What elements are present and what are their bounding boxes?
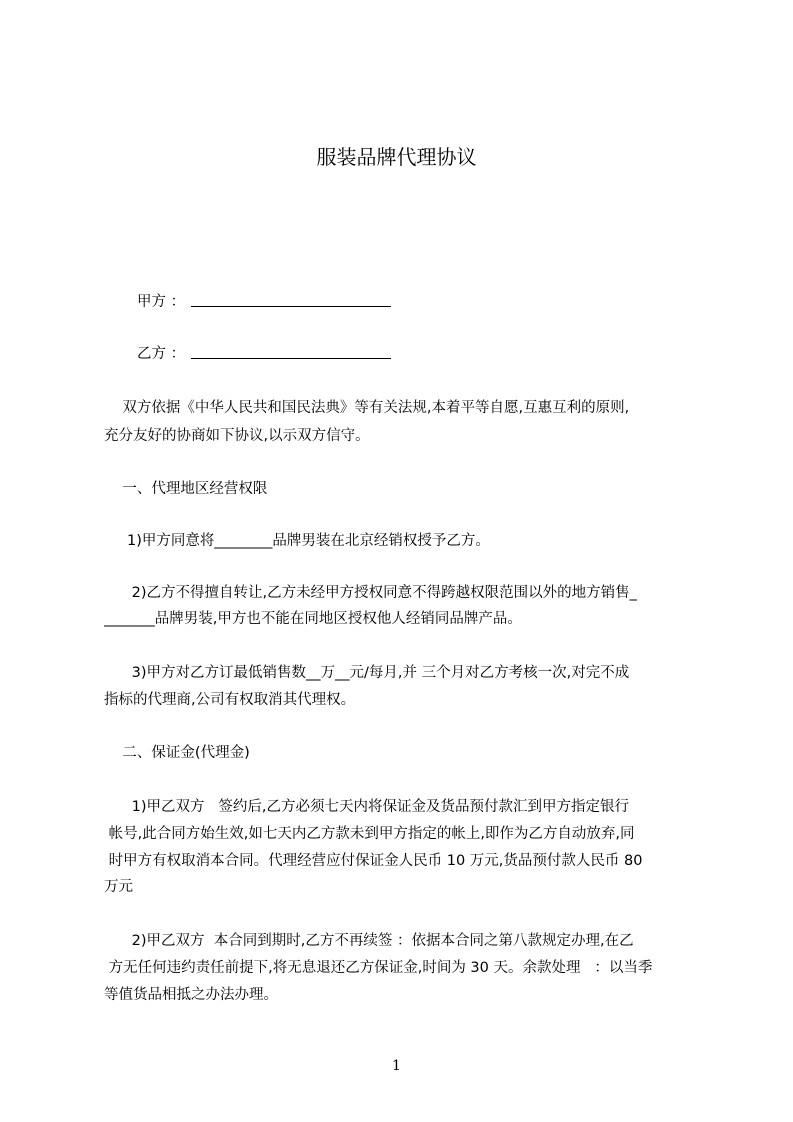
- party-b-blank: [191, 358, 391, 359]
- party-b-label: 乙方 ：: [137, 346, 186, 362]
- paragraph-line: 双方依据《中华人民共和国民法典》等有关法规,本着平等自愿,互惠互利的原则,: [104, 400, 630, 416]
- document-title: 服装品牌代理协议: [316, 145, 477, 169]
- paragraph-line: 万元: [104, 879, 133, 895]
- section-heading: 一、代理地区经营权限: [104, 481, 268, 497]
- paragraph-line: 充分友好的协商如下协议,以示双方信守。: [104, 428, 370, 444]
- section-heading: 二、保证金(代理金): [104, 745, 250, 761]
- paragraph-line: _______品牌男装,甲方也不能在同地区授权他人经销同品牌产品。: [104, 611, 522, 627]
- paragraph-line: 1)甲方同意将________品牌男装在北京经销权授予乙方。: [104, 533, 490, 549]
- paragraph-line: 等值货品相抵之办法办理。: [104, 987, 278, 1003]
- party-a-blank: [191, 306, 391, 307]
- paragraph-line: 帐号,此合同方始生效,如七天内乙方款未到甲方指定的帐上,即作为乙方自动放弃,同: [104, 826, 635, 842]
- paragraph-line: 方无任何违约责任前提下,将无息退还乙方保证金,时间为 30 天。余款处理 ：以当季: [104, 960, 653, 976]
- paragraph-line: 3)甲方对乙方订最低销售数__万__元/每月,并 三个月对乙方考核一次,对完不成: [104, 665, 630, 681]
- page-number: 1: [392, 1058, 401, 1074]
- paragraph-line: 1)甲乙双方 签约后,乙方必须七天内将保证金及货品预付款汇到甲方指定银行: [104, 799, 629, 815]
- paragraph-line: 时甲方有权取消本合同。代理经营应付保证金人民币 10 万元,货品预付款人民币 80: [104, 853, 643, 869]
- paragraph-line: 2)乙方不得擅自转让,乙方未经甲方授权同意不得跨越权限范围以外的地方销售_: [104, 585, 637, 601]
- paragraph-line: 2)甲乙双方 本合同到期时,乙方不再续签 ：依据本合同之第八款规定办理,在乙: [104, 933, 634, 949]
- paragraph-line: 指标的代理商,公司有权取消其代理权。: [104, 692, 356, 708]
- party-a-label: 甲方 ：: [137, 294, 186, 310]
